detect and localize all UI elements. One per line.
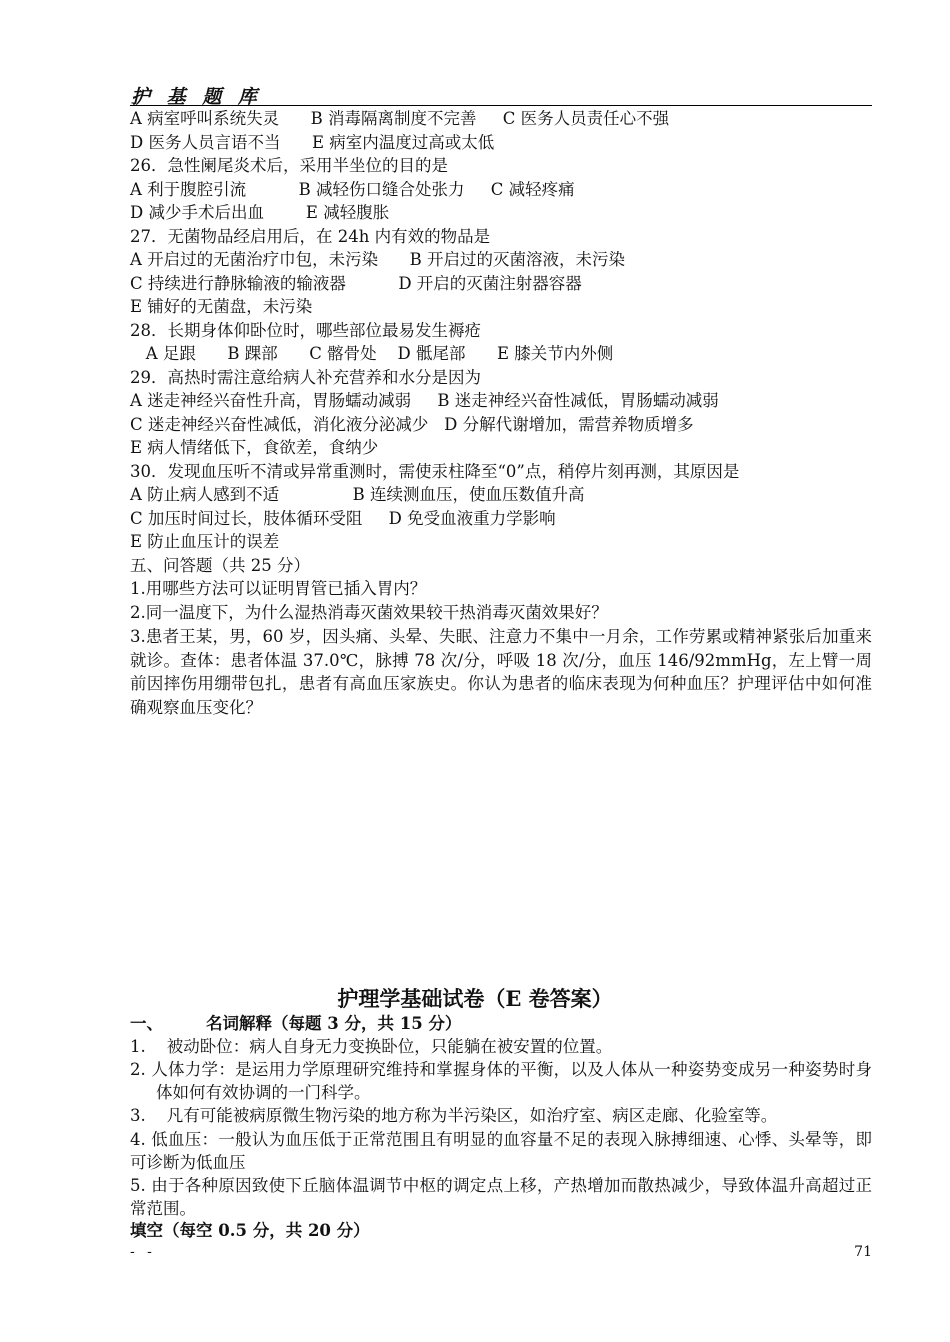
answer-item-1: 1. 被动卧位：病人自身无力变换卧位，只能躺在被安置的位置。 — [130, 1037, 613, 1056]
text-line: E 防止血压计的误差 — [130, 532, 280, 551]
question-27: 27．无菌物品经启用后，在 24h 内有效的物品是 — [130, 227, 491, 246]
text-line: C 持续进行静脉输液的输液器 D 开启的灭菌注射器容器 — [130, 274, 582, 293]
answer-section-2: 填空（每空 0.5 分，共 20 分） — [130, 1221, 370, 1240]
text-line: A 病室呼叫系统失灵 B 消毒隔离制度不完善 C 医务人员责任心不强 — [130, 109, 670, 128]
header-title: 护 基 题 库 — [131, 86, 262, 108]
essay-question-2: 2.同一温度下，为什么湿热消毒灭菌效果较干热消毒灭菌效果好？ — [130, 603, 608, 622]
answer-item-4: 4. 低血压：一般认为血压低于正常范围且有明显的血容量不足的表现入脉搏细速、心悸、头晕等，即可诊断为低血压 — [130, 1130, 872, 1172]
text-line: C 迷走神经兴奋性减低，消化液分泌减少 D 分解代谢增加，需营养物质增多 — [130, 415, 694, 434]
answer-item-2: 2. 人体力学：是运用力学原理研究维持和掌握身体的平衡，以及人体从一种姿势变成另一种姿势时身体如何有效协调的一门科学。 — [130, 1060, 872, 1102]
text-line: E 铺好的无菌盘，未污染 — [130, 297, 313, 316]
answer-section-1-number: 一、 — [130, 1014, 163, 1033]
footer-marker: - - — [130, 1244, 156, 1260]
text-line: E 病人情绪低下，食欲差，食纳少 — [130, 438, 379, 457]
text-line: A 防止病人感到不适 B 连续测血压，使血压数值升高 — [130, 485, 585, 504]
answer-item-3: 3. 凡有可能被病原微生物污染的地方称为半污染区，如治疗室、病区走廊、化验室等。 — [130, 1106, 778, 1125]
answer-title: 护理学基础试卷（E 卷答案） — [337, 986, 613, 1011]
text-line: D 减少手术后出血 E 减轻腹胀 — [130, 203, 390, 222]
section-heading: 五、问答题（共 25 分） — [130, 556, 310, 575]
page-number: 71 — [854, 1244, 872, 1260]
answer-item-5: 5. 由于各种原因致使下丘脑体温调节中枢的调定点上移，产热增加而散热减少，导致体温升高超过正常范围。 — [130, 1176, 872, 1218]
question-30: 30．发现血压听不清或异常重测时，需使汞柱降至“0”点，稍停片刻再测，其原因是 — [130, 462, 740, 481]
essay-question-1: 1.用哪些方法可以证明胃管已插入胃内？ — [130, 579, 427, 598]
question-28: 28．长期身体仰卧位时，哪些部位最易发生褥疮 — [130, 321, 481, 340]
header-rule — [130, 105, 872, 106]
question-29: 29．高热时需注意给病人补充营养和水分是因为 — [130, 368, 481, 387]
text-line: A 利于腹腔引流 B 减轻伤口缝合处张力 C 减轻疼痛 — [130, 180, 575, 199]
text-line: C 加压时间过长，肢体循环受阻 D 免受血液重力学影响 — [130, 509, 556, 528]
text-line: A 足跟 B 踝部 C 髂骨处 D 骶尾部 E 膝关节内外侧 — [130, 344, 614, 363]
answer-section-1: 名词解释（每题 3 分，共 15 分） — [206, 1014, 462, 1033]
text-line: A 迷走神经兴奋性升高，胃肠蠕动减弱 B 迷走神经兴奋性减低，胃肠蠕动减弱 — [130, 391, 719, 410]
text-line: A 开启过的无菌治疗巾包，未污染 B 开启过的灭菌溶液，未污染 — [130, 250, 625, 269]
text-line: D 医务人员言语不当 E 病室内温度过高或太低 — [130, 133, 495, 152]
essay-question-3: 3.患者王某，男，60 岁，因头痛、头晕、失眠、注意力不集中一月余，工作劳累或精神紧张后加重来就诊。查体：患者体温 37.0℃，脉搏 78 次/分，呼吸 18 次/分，血压 146/92mmHg，左上臂一周前因摔伤用绷带包扎，患者有高血压家族史。你认为患者的临床表现为何种血压？护理评估中如何准确观察血压变化？ — [130, 627, 872, 717]
question-26: 26．急性阑尾炎术后，采用半坐位的目的是 — [130, 156, 448, 175]
